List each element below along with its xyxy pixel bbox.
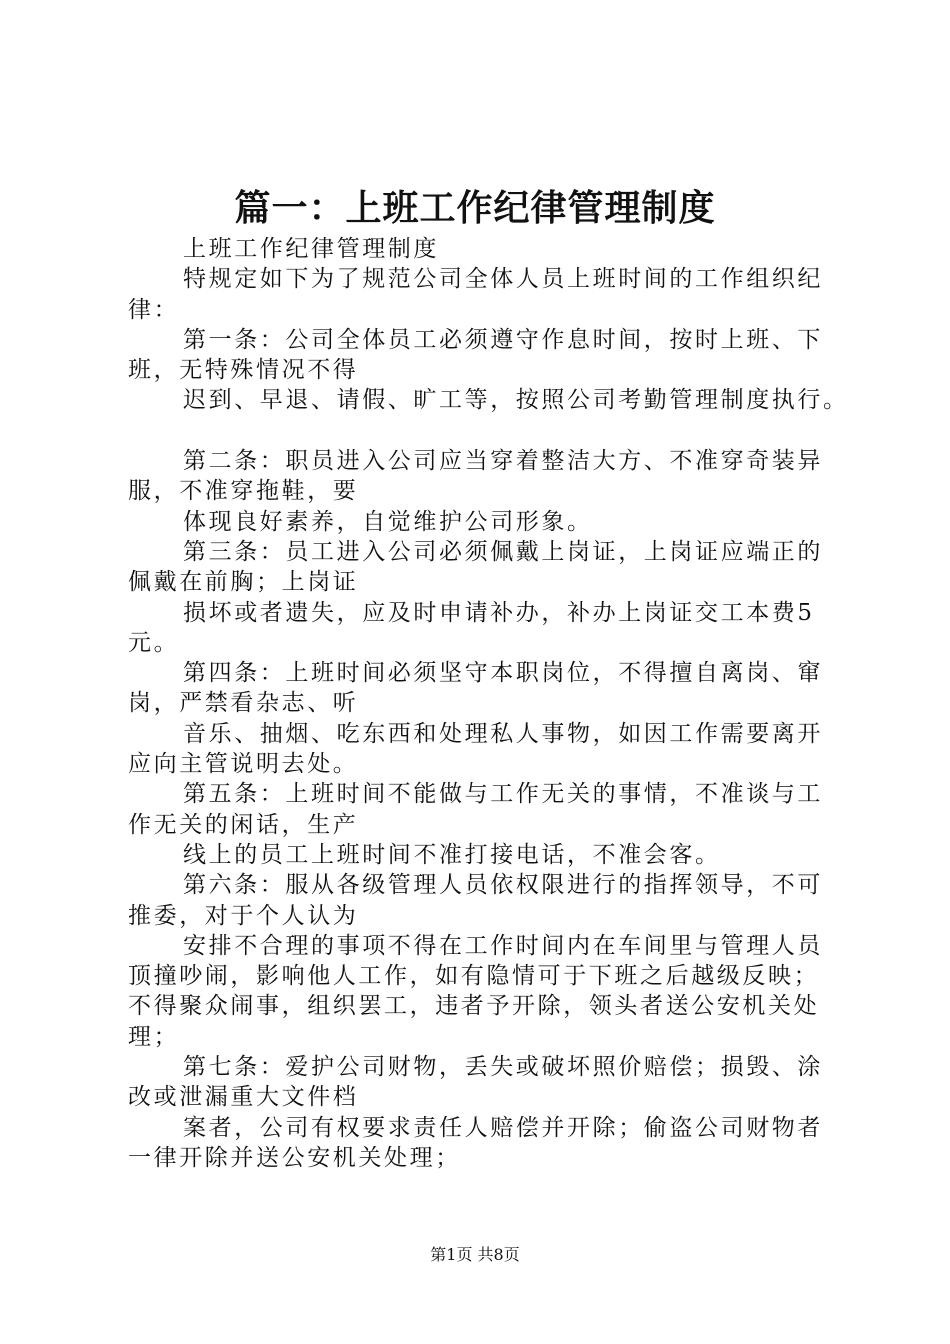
paragraph-gap (128, 416, 840, 446)
body-line: 第三条：员工进入公司必须佩戴上岗证，上岗证应端正的 (183, 538, 823, 565)
body-line: 第四条：上班时间必须坚守本职岗位，不得擅自离岗、窜 (183, 660, 823, 687)
body-line: 一律开除并送公安机关处理； (128, 1144, 461, 1171)
body-line: 律： (128, 296, 180, 323)
body-line: 音乐、抽烟、吃东西和处理私人事物，如因工作需要离开 (183, 720, 823, 747)
body-line: 上班工作纪律管理制度 (183, 236, 439, 262)
body-line: 应向主管说明去处。 (128, 751, 359, 778)
body-line: 班，无特殊情况不得 (128, 357, 359, 384)
body-line: 元。 (128, 629, 180, 656)
document-body (128, 234, 849, 1173)
body-line: 第六条：服从各级管理人员依权限进行的指挥领导，不可 (183, 872, 823, 899)
body-line: 损坏或者遗失，应及时申请补办，补办上岗证交工本费5 (183, 599, 815, 626)
body-line: 推委，对于个人认为 (128, 902, 359, 929)
body-line: 迟到、早退、请假、旷工等，按照公司考勤管理制度执行。 (183, 387, 849, 414)
body-line: 不得聚众闹事，组织罢工，违者予开除，领头者送公安机关处 (128, 993, 820, 1020)
body-line: 服，不准穿拖鞋，要 (128, 478, 359, 505)
body-line: 特规定如下为了规范公司全体人员上班时间的工作组织纪 (183, 266, 823, 293)
body-line: 顶撞吵闹，影响他人工作，如有隐情可于下班之后越级反映； (128, 963, 820, 990)
body-line: 线上的员工上班时间不准打接电话，不准会客。 (183, 841, 721, 868)
body-line: 岗，严禁看杂志、听 (128, 690, 359, 717)
body-line: 第二条：职员进入公司应当穿着整洁大方、不准穿奇装异 (183, 448, 823, 475)
body-line: 第一条：公司全体员工必须遵守作息时间，按时上班、下 (183, 326, 823, 353)
document-title: 篇一：上班工作纪律管理制度 (234, 187, 716, 229)
body-line: 佩戴在前胸；上岗证 (128, 569, 359, 596)
body-line: 体现良好素养，自觉维护公司形象。 (183, 508, 593, 535)
body-line: 第五条：上班时间不能做与工作无关的事情，不准谈与工 (183, 781, 823, 808)
body-line: 案者，公司有权要求责任人赔偿并开除；偷盗公司财物者 (183, 1114, 823, 1141)
body-line: 安排不合理的事项不得在工作时间内在车间里与管理人员 (183, 932, 823, 959)
page-number-footer: 第1页 共8页 (430, 1245, 520, 1264)
body-line: 改或泄漏重大文件档 (128, 1084, 359, 1111)
body-line: 理； (128, 1023, 180, 1050)
body-line: 作无关的闲话，生产 (128, 811, 359, 838)
body-line: 第七条：爱护公司财物，丢失或破坏照价赔偿；损毁、涂 (183, 1054, 823, 1081)
